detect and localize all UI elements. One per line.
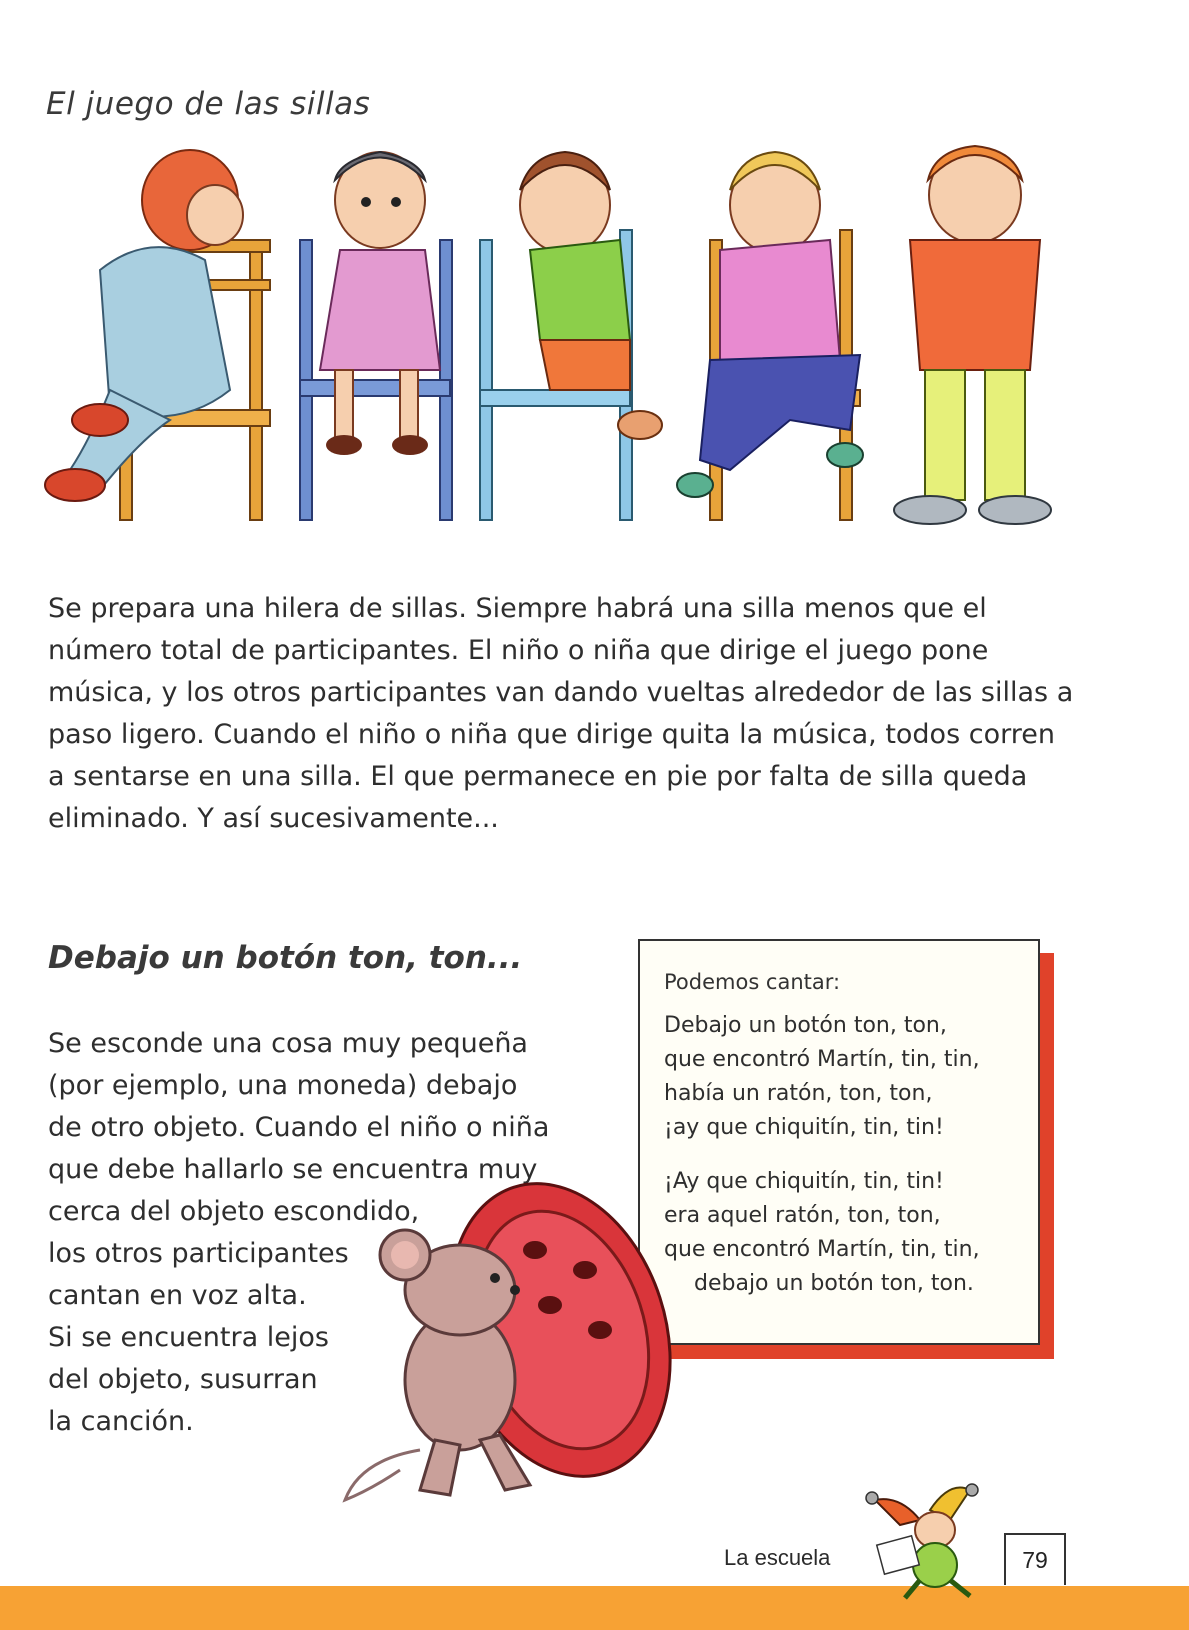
- chairs-game-description: Se prepara una hilera de sillas. Siempre habrá una silla menos que el número total de participantes. El niño o niña que dirige el juego pone música, y los otros participantes van dando vueltas alrededor de las sillas a paso ligero. Cuando el niño o niña que dirige quita la música, todos corren a sentarse en una silla. El que permanece en pie por falta de silla queda eliminado. Y así sucesivamente...: [48, 593, 1074, 834]
- child-green-shirt: [480, 152, 662, 520]
- lyric-line: era aquel ratón, ton, ton,: [664, 1203, 941, 1228]
- lyric-line: ¡Ay que chiquitín, tin, tin!: [664, 1169, 944, 1194]
- description-line: de otro objeto. Cuando el niño o niña: [48, 1112, 550, 1143]
- description-line: Si se encuentra lejos: [48, 1322, 329, 1353]
- lyric-line: debajo un botón ton, ton.: [694, 1271, 974, 1296]
- song-lyrics-box: [638, 939, 1040, 1345]
- description-line: cantan en voz alta.: [48, 1280, 307, 1311]
- child-standing: [894, 146, 1051, 524]
- description-line: los otros participantes: [48, 1238, 349, 1269]
- footer-section-name: La escuela: [724, 1545, 831, 1570]
- page-number: 79: [1022, 1547, 1048, 1573]
- child-pink-dress: [300, 152, 452, 520]
- lyric-line: que encontró Martín, tin, tin,: [664, 1237, 980, 1262]
- song-verse-1: [664, 1009, 1016, 1145]
- footer-bar: [0, 1586, 1189, 1630]
- lyric-line: había un ratón, ton, ton,: [664, 1081, 933, 1106]
- song-intro: Podemos cantar:: [664, 970, 841, 994]
- children-on-chairs-illustration: [30, 140, 1070, 550]
- song-verse-2: [664, 1165, 1016, 1301]
- elf-mascot-illustration: [860, 1480, 1010, 1600]
- lyric-line: Debajo un botón ton, ton,: [664, 1013, 947, 1038]
- description-line: la canción.: [48, 1406, 194, 1437]
- child-red-hair: [45, 150, 270, 520]
- section-title-button-game: Debajo un botón ton, ton...: [48, 940, 523, 976]
- description-line: cerca del objeto escondido,: [48, 1196, 420, 1227]
- lyric-line: que encontró Martín, tin, tin,: [664, 1047, 980, 1072]
- section-title-chairs-game: El juego de las sillas: [46, 86, 371, 122]
- mouse-with-button-illustration: [340, 1170, 680, 1530]
- page-number-box: [1004, 1533, 1066, 1585]
- description-line: (por ejemplo, una moneda) debajo: [48, 1070, 518, 1101]
- description-line: del objeto, susurran: [48, 1364, 318, 1395]
- description-line: que debe hallarlo se encuentra muy: [48, 1154, 538, 1185]
- child-pink-shirt: [677, 152, 863, 520]
- description-line: Se esconde una cosa muy pequeña: [48, 1028, 528, 1059]
- lyric-line: ¡ay que chiquitín, tin, tin!: [664, 1115, 944, 1140]
